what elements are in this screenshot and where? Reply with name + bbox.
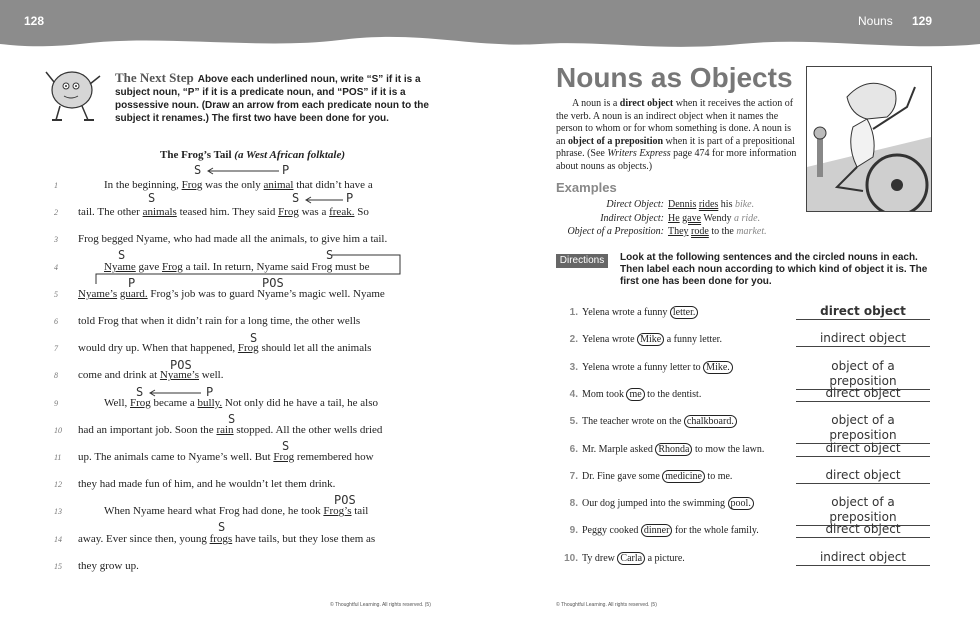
mark-subject: S: [228, 412, 236, 426]
line-number: 4: [54, 262, 58, 272]
mark-predicate: P: [206, 385, 214, 399]
intro-text: when it receives the action of the verb. A noun is an indirect object when it names the person to whom or for whom something is done. A noun is an: [556, 98, 794, 147]
underlined-noun: Frog: [162, 260, 183, 273]
question-sentence: The teacher wrote on the chalkboard.: [582, 416, 737, 427]
story-line: tail. The other animals teased him. They said Frog was a freak. So: [78, 206, 369, 219]
underlined-noun: Frog: [130, 396, 151, 409]
circled-noun: Rhonda: [655, 443, 692, 456]
story-line: had an important job. Soon the rain stopped. All the other wells dried: [78, 423, 383, 436]
underlined-noun: Frog: [237, 342, 259, 355]
mark-subject: S: [194, 163, 202, 177]
story-subtitle: (a West African folktale): [234, 149, 345, 161]
underlined-noun: Frog: [278, 206, 299, 219]
mark-subject: S: [326, 248, 334, 262]
page-title: Nouns as Objects: [556, 62, 793, 93]
line-number: 5: [54, 289, 58, 299]
next-step-text: Above each underlined noun, write “S” if it is a subject noun, “P” if it is a predicate noun, and “POS” if it is a possessive noun. (Draw an arrow from each predicate noun to the subject it renames.) The first two have been done for you.: [115, 74, 429, 124]
mark-predicate: P: [346, 191, 354, 205]
story-line: Nyame’s guard. Frog’s job was to guard Nyame’s magic well. Nyame: [78, 287, 385, 300]
answer-field[interactable]: direct object: [796, 304, 930, 320]
line-number: 15: [54, 561, 62, 571]
question-sentence: Ty drew Carla a picture.: [582, 552, 685, 564]
story-line: up. The animals came to Nyame’s well. But Frog remembered how: [78, 451, 374, 463]
question-number: 5.: [569, 416, 578, 428]
line-number: 3: [54, 235, 58, 245]
example-label: Object of a Preposition:: [567, 226, 664, 237]
next-step-title: The Next Step: [115, 70, 194, 85]
question-sentence: Mr. Marple asked Rhonda to mow the lawn.: [582, 443, 765, 455]
story-line: In the beginning, Frog was the only animal that didn’t have a: [104, 179, 373, 191]
line-number: 1: [54, 181, 58, 190]
circled-noun: chalkboard.: [684, 415, 737, 428]
arrow: [205, 167, 281, 175]
intro-term: object of a preposition: [567, 135, 664, 147]
example-label: Indirect Object:: [600, 212, 664, 224]
intro-term: direct object: [619, 98, 674, 109]
question-sentence: Yelena wrote a funny letter.: [582, 307, 698, 318]
mark-possessive: POS: [170, 358, 192, 372]
story-title-text: The Frog’s Tail: [160, 149, 232, 161]
example-label: Direct Object:: [606, 199, 664, 210]
arrow: [92, 252, 404, 286]
answer-field[interactable]: direct object: [796, 468, 930, 484]
line-number: 8: [54, 371, 58, 381]
question-number: 8.: [569, 498, 578, 510]
underlined-noun: freak.: [329, 206, 355, 219]
answer-field[interactable]: direct object: [796, 441, 930, 457]
underlined-noun: animals: [142, 206, 177, 219]
arrow: [303, 196, 345, 204]
next-step-instructions: [115, 71, 435, 125]
answer-field[interactable]: indirect object: [796, 550, 930, 566]
story-line: Well, Frog became a bully. Not only did he have a tail, he also: [104, 396, 379, 409]
question-number: 3.: [569, 361, 578, 373]
underlined-noun: guard.: [119, 287, 148, 300]
intro-text: A noun is a: [572, 98, 620, 109]
story-line: Frog begged Nyame, who had made all the animals, to give him a tail.: [78, 233, 388, 246]
underlined-noun: bully.: [197, 396, 223, 409]
mark-possessive: POS: [334, 493, 356, 507]
intro-text: when it is part of a prepositional phrase. (See: [556, 135, 795, 159]
mark-subject: S: [118, 248, 126, 262]
bike-rider-illustration: [806, 66, 932, 212]
underlined-noun: rain: [216, 423, 234, 436]
directions-badge: Directions: [556, 254, 608, 268]
story-line: they grow up.: [78, 559, 139, 572]
underlined-noun: Nyame: [104, 260, 136, 273]
question-number: 1.: [569, 307, 578, 318]
question-sentence: Dr. Fine gave some medicine to me.: [582, 470, 733, 482]
story-line: away. Ever since then, young frogs have tails, but they lose them as: [78, 532, 376, 545]
line-number: 9: [54, 398, 58, 408]
underlined-noun: Frog: [181, 179, 203, 191]
question-sentence: Our dog jumped into the swimming pool.: [582, 498, 754, 509]
question-number: 6.: [569, 443, 578, 455]
mark-subject: S: [218, 520, 226, 534]
mark-subject: S: [148, 191, 156, 205]
left-page-number: 128: [24, 14, 45, 28]
question-number: 7.: [569, 470, 578, 482]
mark-subject: S: [292, 191, 300, 205]
answer-field[interactable]: object of a preposition: [796, 359, 930, 390]
intro-book-title: Writers Express: [607, 148, 671, 159]
question-number: 4.: [569, 388, 578, 400]
intro-paragraph: [556, 98, 798, 173]
circled-noun: letter.: [670, 306, 699, 319]
example-sentence: Dennis rides his bike.: [668, 199, 755, 210]
answer-field[interactable]: indirect object: [796, 331, 930, 347]
line-number: 6: [54, 317, 58, 326]
circled-noun: Mike: [637, 333, 664, 346]
answer-field[interactable]: object of a preposition: [796, 413, 930, 444]
mark-possessive: POS: [262, 276, 284, 290]
intro-text: page 474 for more information about nouns as objects.): [556, 148, 797, 172]
line-number: 14: [54, 534, 62, 544]
question-sentence: Peggy cooked dinner for the whole family.: [582, 525, 759, 537]
right-page-number: 129: [912, 14, 933, 28]
arrow: [147, 389, 203, 397]
story-line: would dry up. When that happened, Frog should let all the animals: [78, 342, 372, 355]
circled-noun: medicine: [662, 470, 705, 483]
examples-heading: Examples: [556, 180, 617, 195]
answer-field[interactable]: direct object: [796, 522, 930, 538]
line-number: 12: [54, 480, 62, 490]
question-number: 9.: [569, 525, 578, 537]
mark-subject: S: [136, 385, 144, 399]
question-sentence: Yelena wrote Mike a funny letter.: [582, 334, 722, 346]
story-line: Nyame gave Frog a tail. In return, Nyame said Frog must be: [104, 260, 370, 273]
story-title: [160, 149, 345, 161]
directions-text: Look at the following sentences and the circled nouns in each. Then label each noun according to which kind of object it is. The first one has been done for you.: [620, 252, 928, 287]
question-sentence: Mom took me to the dentist.: [582, 388, 702, 400]
circled-noun: dinner: [641, 524, 673, 537]
example-sentence: He gave Wendy a ride.: [668, 212, 761, 224]
underlined-noun: Nyame’s: [78, 287, 118, 300]
mascot-illustration: [42, 62, 108, 128]
line-number: 11: [54, 453, 62, 462]
mark-predicate: P: [282, 163, 290, 177]
answer-field[interactable]: direct object: [796, 386, 930, 402]
line-number: 13: [54, 507, 62, 517]
underlined-noun: Frog: [273, 451, 295, 463]
question-number: 10.: [564, 552, 578, 564]
section-name: Nouns: [858, 14, 893, 28]
underlined-noun: Nyame’s: [159, 369, 200, 382]
footer-right: © Thoughtful Learning. All rights reserved. (5): [556, 602, 657, 608]
question-sentence: Yelena wrote a funny letter to Mike.: [582, 362, 733, 373]
story-line: told Frog that when it didn’t rain for a long time, the other wells: [78, 315, 361, 327]
page-header-banner: [0, 0, 980, 60]
story-line: When Nyame heard what Frog had done, he took Frog’s tail: [104, 505, 369, 518]
mark-subject: S: [250, 331, 258, 345]
mark-subject: S: [282, 439, 290, 453]
circled-noun: Mike.: [703, 361, 733, 374]
circled-noun: pool.: [728, 497, 754, 510]
circled-noun: Carla: [617, 552, 645, 565]
story-line: come and drink at Nyame’s well.: [78, 369, 224, 382]
underlined-noun: Frog’s: [323, 505, 352, 518]
mark-predicate: P: [128, 276, 136, 290]
line-number: 2: [54, 208, 58, 218]
underlined-noun: frogs: [209, 532, 233, 545]
answer-field[interactable]: object of a preposition: [796, 495, 930, 526]
question-number: 2.: [569, 334, 578, 346]
footer-left: © Thoughtful Learning. All rights reserved. (5): [330, 602, 431, 608]
line-number: 10: [54, 425, 62, 435]
circled-noun: me: [626, 388, 644, 401]
example-sentence: They rode to the market.: [668, 226, 767, 237]
line-number: 7: [54, 344, 58, 354]
underlined-noun: animal: [263, 179, 294, 191]
story-line: they had made fun of him, and he wouldn’t let them drink.: [78, 478, 336, 491]
